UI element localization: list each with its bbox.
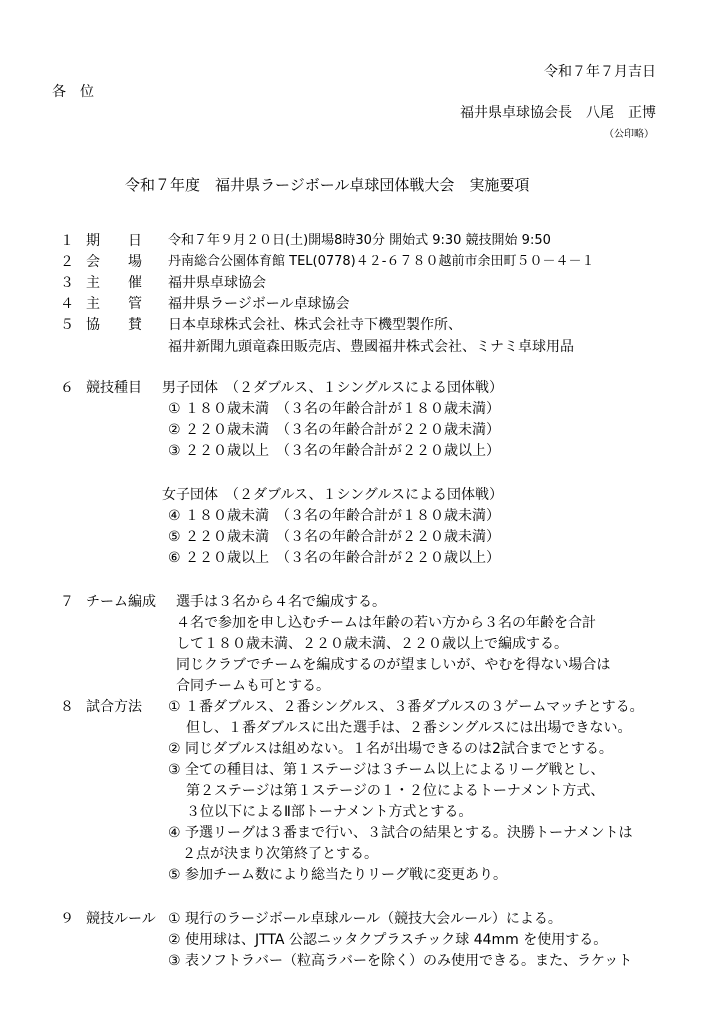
event-item: ③ ２２０歳以上 （３名の年齢合計が２２０歳以上） (168, 443, 500, 459)
section-label: 競技種目 (86, 380, 142, 396)
section-number: ７ (60, 594, 74, 610)
section-text: ① １番ダブルス、２番シングルス、３番ダブルスの３ゲームマッチとする。 (168, 699, 644, 715)
text-line: ③ 全ての種目は、第１ステージは３チーム以上によるリーグ戦とし、 (168, 762, 605, 778)
section-text: 福井県ラージボール卓球協会 (168, 296, 350, 312)
section-number: ４ (60, 296, 74, 312)
sponsor-line-2: 福井新聞九頭竜森田販売店、豊國福井株式会社、ミナミ卓球用品 (168, 339, 574, 355)
section-label: 協 賛 (86, 317, 142, 333)
text-line: ② 同じダブルスは組めない。１名が出場できるのは2試合までとする。 (168, 741, 613, 757)
text-line: 同じクラブでチームを編成するのが望ましいが、やむを得ない場合は (176, 657, 611, 673)
document-title: 令和７年度 福井県ラージボール卓球団体戦大会 実施要項 (125, 176, 530, 194)
section-label: 主 催 (86, 275, 142, 291)
text-line: ④ 予選リーグは３番まで行い、３試合の結果とする。決勝トーナメントは (168, 825, 633, 841)
section-label: 主 管 (86, 296, 142, 312)
text-line: ２点が決まり次第終了とする。 (182, 846, 378, 862)
men-team-header: 男子団体 （２ダブルス、１シングルスによる団体戦） (162, 380, 503, 396)
section-number: ２ (60, 254, 74, 270)
section-number: ３ (60, 275, 74, 291)
section-text: 福井県卓球協会 (168, 275, 266, 291)
text-line: ⑤ 参加チーム数により総当たりリーグ戦に変更あり。 (168, 867, 507, 883)
section-label: 会 場 (86, 254, 142, 270)
text-line: ４名で参加を申し込むチームは年齢の若い方から３名の年齢を合計 (176, 615, 596, 631)
event-item: ⑥ ２２０歳以上 （３名の年齢合計が２２０歳以上） (168, 550, 500, 566)
text-line: 合同チームも可とする。 (176, 678, 330, 694)
recipient: 各 位 (52, 84, 94, 100)
section-number: ９ (60, 911, 74, 927)
section-text: ① 現行のラージボール卓球ルール（競技大会ルール）による。 (168, 911, 562, 927)
text-line: ② 使用球は、JTTA 公認ニッタクプラスチック球 44mm を使用する。 (168, 932, 608, 948)
section-text: 選手は３名から４名で編成する。 (176, 594, 386, 610)
event-item: ② ２２０歳未満 （３名の年齢合計が２２０歳未満） (168, 422, 500, 438)
section-number: ６ (60, 380, 74, 396)
section-number: ５ (60, 317, 74, 333)
sender: 福井県卓球協会長 八尾 正博 (460, 105, 656, 121)
text-line: 第２ステージは第１ステージの１・２位によるトーナメント方式、 (186, 783, 605, 799)
section-label: 期 日 (86, 233, 142, 249)
seal-note: （公印略） (604, 129, 654, 140)
section-text: 日本卓球株式会社、株式会社寺下機型製作所、 (168, 317, 462, 333)
section-number: １ (60, 233, 74, 249)
section-label: 試合方法 (86, 699, 142, 715)
issue-date: 令和７年７月吉日 (544, 64, 656, 80)
women-team-header: 女子団体 （２ダブルス、１シングルスによる団体戦） (162, 487, 503, 503)
text-line: して１８０歳未満、２２０歳未満、２２０歳以上で編成する。 (176, 636, 568, 652)
section-text: 令和７年９月２０日(土)開場8時30分 開始式 9:30 競技開始 9:50 (168, 233, 551, 248)
section-number: ８ (60, 699, 74, 715)
section-label: チーム編成 (86, 594, 156, 610)
section-text: 丹南総合公園体育館 TEL(0778)４２-６７８０越前市余田町５０－４－１ (168, 254, 595, 269)
event-item: ① １８０歳未満 （３名の年齢合計が１８０歳未満） (168, 401, 500, 417)
text-line: 但し、１番ダブルスに出た選手は、２番シングルスには出場できない。 (186, 720, 632, 736)
text-line: ３位以下によるⅡ部トーナメント方式とする。 (186, 804, 473, 820)
event-item: ⑤ ２２０歳未満 （３名の年齢合計が２２０歳未満） (168, 529, 500, 545)
text-line: ③ 表ソフトラバー（粒高ラバーを除く）のみ使用できる。また、ラケット (168, 953, 633, 969)
section-label: 競技ルール (86, 911, 156, 927)
event-item: ④ １８０歳未満 （３名の年齢合計が１８０歳未満） (168, 508, 500, 524)
